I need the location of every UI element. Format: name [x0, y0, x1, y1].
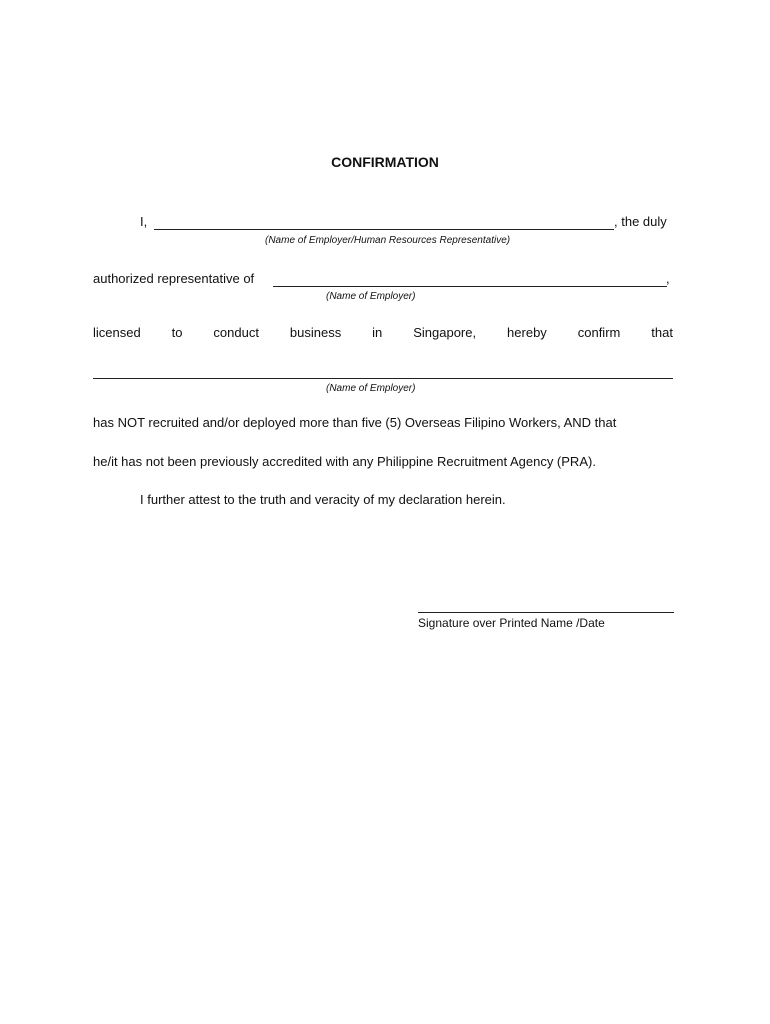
paragraph-2: he/it has not been previously accredited with any Philippine Recruitment Agency (PRA). — [93, 454, 596, 469]
employer-name-blank-2[interactable] — [93, 378, 673, 379]
word: hereby — [507, 325, 547, 340]
word: licensed — [93, 325, 141, 340]
word: to — [171, 325, 183, 340]
paragraph-3: I further attest to the truth and veracity of my declaration herein. — [140, 492, 506, 507]
word: that — [651, 325, 673, 340]
line4-caption: (Name of Employer) — [326, 383, 416, 394]
line2-suffix: , — [666, 271, 670, 286]
signature-label: Signature over Printed Name /Date — [418, 616, 605, 630]
licensed-line — [93, 325, 673, 340]
word: conduct — [213, 325, 259, 340]
document-title: CONFIRMATION — [331, 154, 439, 170]
representative-name-blank[interactable] — [154, 229, 614, 230]
paragraph-1: has NOT recruited and/or deployed more than five (5) Overseas Filipino Workers, AND that — [93, 415, 617, 430]
line1-caption: (Name of Employer/Human Resources Representative) — [265, 235, 511, 246]
employer-name-blank-1[interactable] — [273, 286, 667, 287]
word: in — [372, 325, 383, 340]
line2-prefix: authorized representative of — [93, 271, 255, 286]
signature-line[interactable] — [418, 612, 674, 613]
word: confirm — [577, 325, 621, 340]
line2-caption: (Name of Employer) — [326, 291, 416, 302]
line1-suffix: , the duly — [614, 214, 667, 229]
word: Singapore, — [413, 325, 477, 340]
word: business — [289, 325, 342, 340]
line1-prefix: I, — [140, 214, 148, 229]
